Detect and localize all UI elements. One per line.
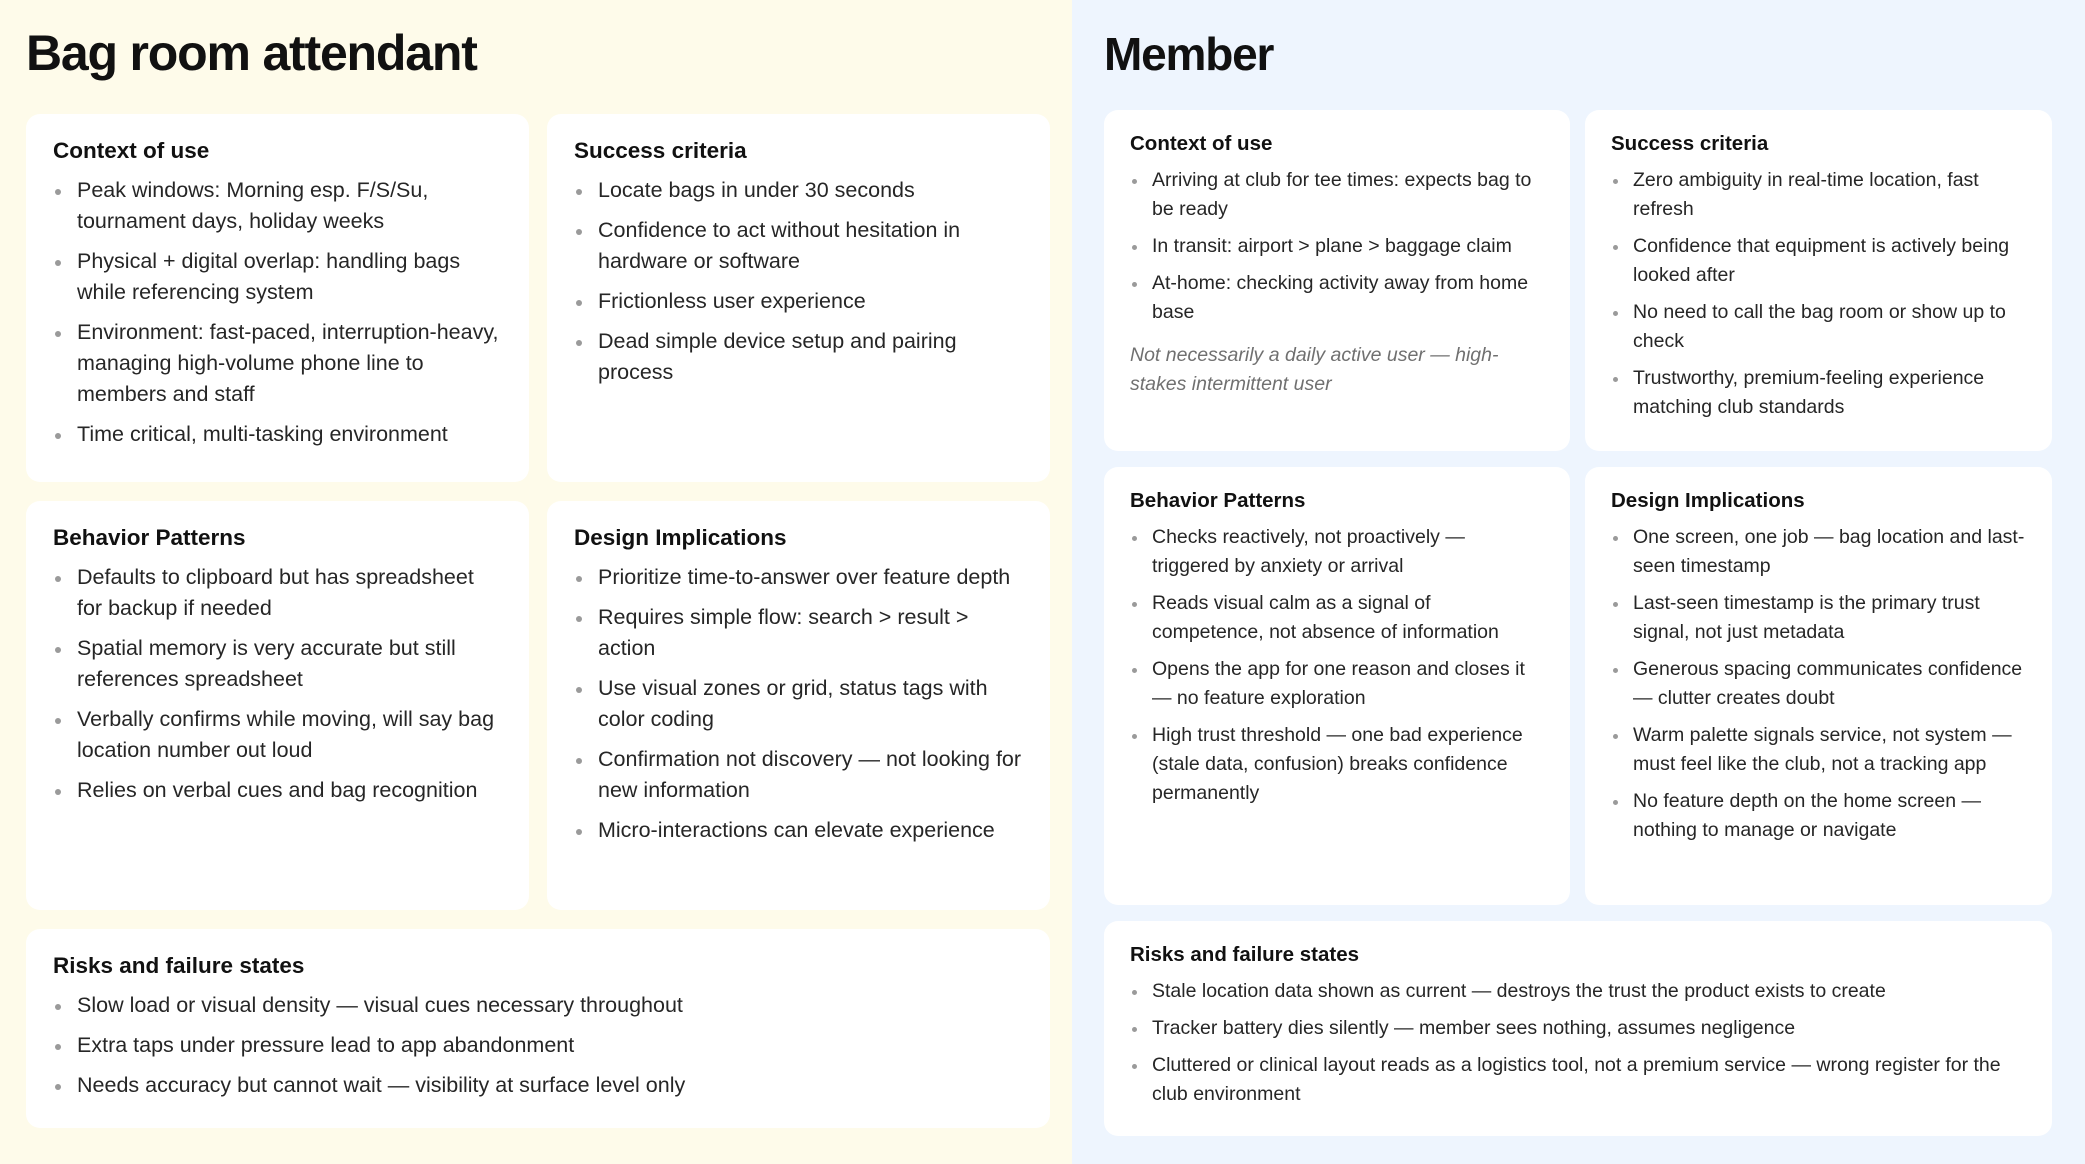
list-item: Stale location data shown as current — destroys the trust the product exists to create — [1130, 977, 2026, 1006]
bullet-list — [1130, 977, 2026, 1109]
list-item: Trustworthy, premium-feeling experience matching club standards — [1611, 364, 2026, 422]
member-context-card — [1104, 110, 1570, 451]
bullet-list — [1130, 166, 1544, 327]
card-heading: Context of use — [1130, 132, 1273, 155]
card-heading: Risks and failure states — [1130, 943, 1360, 966]
list-item: Reads visual calm as a signal of competence, not absence of information — [1130, 589, 1544, 647]
list-item: Confirmation not discovery — not looking for new information — [574, 744, 1024, 806]
card-heading: Behavior Patterns — [1130, 489, 1306, 512]
card-heading: Context of use — [53, 138, 210, 163]
card-heading: Risks and failure states — [53, 953, 305, 978]
card-heading: Success criteria — [1611, 132, 1769, 155]
list-item: Verbally confirms while moving, will say bag location number out loud — [53, 704, 503, 766]
bag-room-context-card — [26, 114, 529, 482]
list-item: At-home: checking activity away from home base — [1130, 269, 1544, 327]
list-item: Locate bags in under 30 seconds — [574, 175, 1024, 206]
list-item: Slow load or visual density — visual cues necessary throughout — [53, 990, 1024, 1021]
list-item: Physical + digital overlap: handling bags while referencing system — [53, 246, 503, 308]
bullet-list — [574, 562, 1024, 846]
card-heading: Design Implications — [574, 525, 787, 550]
list-item: Use visual zones or grid, status tags with color coding — [574, 673, 1024, 735]
bullet-list — [574, 175, 1024, 388]
list-item: Opens the app for one reason and closes it — no feature exploration — [1130, 655, 1544, 713]
member-success-card — [1585, 110, 2052, 451]
list-item: Relies on verbal cues and bag recognition — [53, 775, 503, 806]
card-heading: Success criteria — [574, 138, 747, 163]
list-item: Tracker battery dies silently — member sees nothing, assumes negligence — [1130, 1014, 2026, 1043]
member-design-card — [1585, 467, 2052, 905]
list-item: Defaults to clipboard but has spreadsheet for backup if needed — [53, 562, 503, 624]
list-item: Last-seen timestamp is the primary trust signal, not just metadata — [1611, 589, 2026, 647]
bullet-list — [1611, 523, 2026, 845]
list-item: Generous spacing communicates confidence — clutter creates doubt — [1611, 655, 2026, 713]
list-item: Checks reactively, not proactively — triggered by anxiety or arrival — [1130, 523, 1544, 581]
list-item: Environment: fast-paced, interruption-heavy, managing high-volume phone line to members and staff — [53, 317, 503, 410]
member-behavior-card — [1104, 467, 1570, 905]
list-item: Needs accuracy but cannot wait — visibility at surface level only — [53, 1070, 1024, 1101]
list-item: Warm palette signals service, not system — must feel like the club, not a tracking app — [1611, 721, 2026, 779]
bullet-list — [1130, 523, 1544, 808]
card-heading: Design Implications — [1611, 489, 1805, 512]
list-item: Dead simple device setup and pairing process — [574, 326, 1024, 388]
list-item: Extra taps under pressure lead to app abandonment — [53, 1030, 1024, 1061]
list-item: Confidence that equipment is actively being looked after — [1611, 232, 2026, 290]
bag-room-design-card — [547, 501, 1050, 910]
bag-room-behavior-card — [26, 501, 529, 910]
list-item: High trust threshold — one bad experience (stale data, confusion) breaks confidence permanently — [1130, 721, 1544, 808]
bullet-list — [1611, 166, 2026, 422]
bullet-list — [53, 990, 1024, 1101]
list-item: Cluttered or clinical layout reads as a logistics tool, not a premium service — wrong register for the club environment — [1130, 1051, 2026, 1109]
list-item: Micro-interactions can elevate experience — [574, 815, 1024, 846]
member-risks-card — [1104, 921, 2052, 1136]
list-item: One screen, one job — bag location and last-seen timestamp — [1611, 523, 2026, 581]
list-item: Prioritize time-to-answer over feature depth — [574, 562, 1024, 593]
list-item: Spatial memory is very accurate but still references spreadsheet — [53, 633, 503, 695]
bullet-list — [53, 175, 503, 450]
bag-room-attendant-title: Bag room attendant — [26, 25, 477, 81]
list-item: Frictionless user experience — [574, 286, 1024, 317]
list-item: Requires simple flow: search > result > action — [574, 602, 1024, 664]
list-item: No feature depth on the home screen — nothing to manage or navigate — [1611, 787, 2026, 845]
list-item: In transit: airport > plane > baggage claim — [1130, 232, 1544, 261]
list-item: Peak windows: Morning esp. F/S/Su, tournament days, holiday weeks — [53, 175, 503, 237]
context-note: Not necessarily a daily active user — high-stakes intermittent user — [1130, 344, 1499, 395]
member-panel — [1072, 0, 2085, 1164]
card-heading: Behavior Patterns — [53, 525, 246, 550]
list-item: Time critical, multi-tasking environment — [53, 419, 503, 450]
list-item: Arriving at club for tee times: expects bag to be ready — [1130, 166, 1544, 224]
bag-room-risks-card — [26, 929, 1050, 1128]
bag-room-success-card — [547, 114, 1050, 482]
member-title: Member — [1104, 28, 1274, 80]
list-item: No need to call the bag room or show up to check — [1611, 298, 2026, 356]
list-item: Confidence to act without hesitation in hardware or software — [574, 215, 1024, 277]
list-item: Zero ambiguity in real-time location, fast refresh — [1611, 166, 2026, 224]
bullet-list — [53, 562, 503, 806]
